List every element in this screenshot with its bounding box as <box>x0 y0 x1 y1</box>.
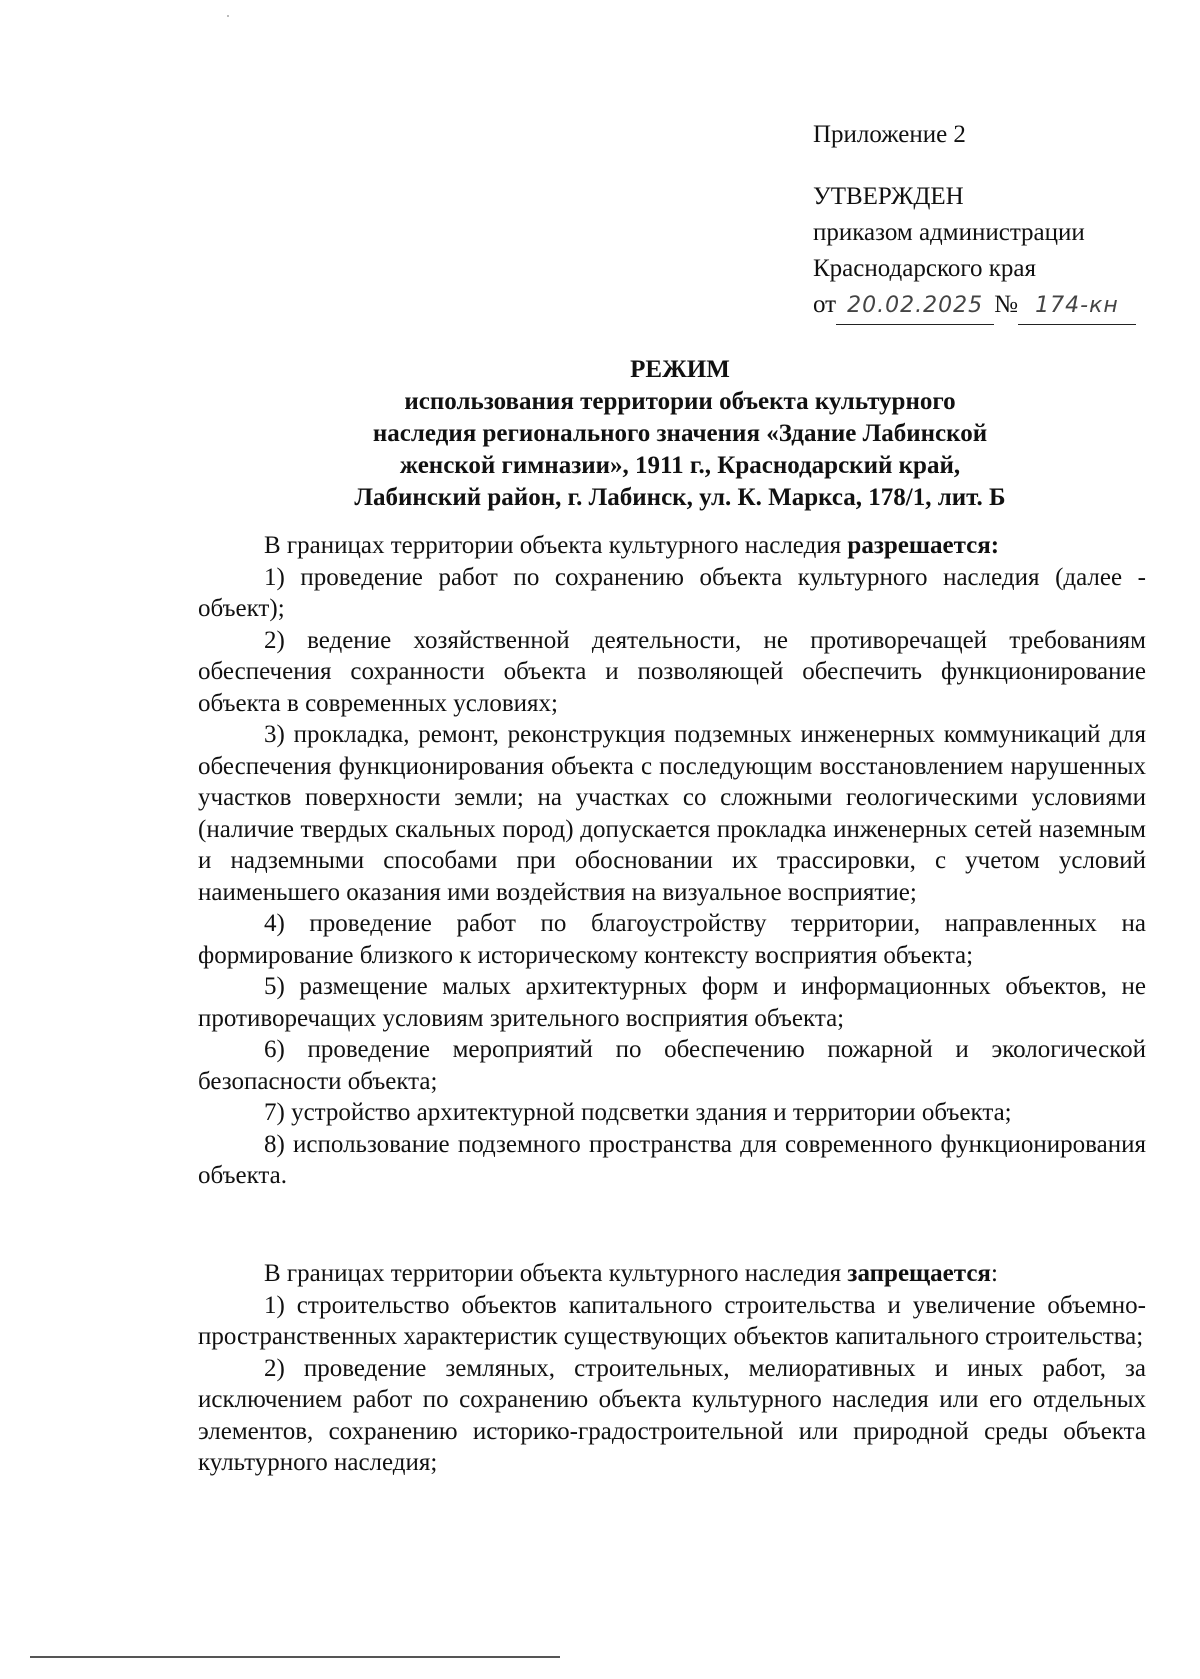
allowed-item: 7) устройство архитектурной подсветки здания и территории объекта; <box>264 1099 1012 1126</box>
forbidden-item: 1) строительство объектов капитального строительства и увеличение объемно-пространственных характеристик существующих объектов капитального строительства; <box>198 1291 1146 1350</box>
appendix-label: Приложение 2 <box>813 121 966 148</box>
footer-rule <box>30 1656 560 1658</box>
title-line-3: наследия регионального значения «Здание Лабинской <box>372 420 988 447</box>
forbidden-item: 2) проведение земляных, строительных, мелиоративных и иных работ, за исключением работ по сохранению объекта культурного наследия или его отдельных элементов, сохранению историко-градостроительной или природной среды объекта культурного наследия; <box>198 1354 1146 1476</box>
allowed-intro-bold: разрешается: <box>847 532 1000 559</box>
forbidden-intro-text: В границах территории объекта культурного наследия <box>264 1260 848 1287</box>
allowed-item: 3) прокладка, ремонт, реконструкция подземных инженерных коммуникаций для обеспечения функционирования объекта с последующим восстановлением нарушенных участков поверхности земли; на участках со сложными геологическими условиями (наличие твердых скальных пород) допускается прокладка инженерных сетей наземным и надземными способами при обосновании их трассировки, с учетом условий наименьшего оказания ими воздействия на визуальное восприятие; <box>198 721 1146 906</box>
scan-speck <box>227 15 229 17</box>
document-title <box>190 354 1170 514</box>
approved-by-line-1: приказом администрации <box>813 219 1085 246</box>
number-prefix: № <box>994 291 1018 318</box>
title-line-2: использования территории объекта культурного <box>404 388 956 415</box>
allowed-item: 6) проведение мероприятий по обеспечению пожарной и экологической безопасности объекта; <box>198 1036 1146 1095</box>
allowed-section <box>198 530 1146 1192</box>
date-prefix: от <box>813 291 837 318</box>
forbidden-intro <box>198 1258 1146 1290</box>
approval-header <box>813 117 1136 325</box>
handwritten-number: 174-кн <box>1018 288 1136 325</box>
handwritten-date: 20.02.2025 <box>836 288 994 325</box>
title-line-1: РЕЖИМ <box>630 356 730 383</box>
forbidden-section <box>198 1258 1146 1479</box>
approved-by-line-2: Краснодарского края <box>813 255 1036 282</box>
forbidden-intro-bold: запрещается <box>847 1260 991 1287</box>
approved-label: УТВЕРЖДЕН <box>813 183 964 210</box>
allowed-item: 2) ведение хозяйственной деятельности, не противоречащей требованиям обеспечения сохранности объекта и позволяющей обеспечить функционирование объекта в современных условиях; <box>198 626 1146 717</box>
allowed-item: 8) использование подземного пространства для современного функционирования объекта. <box>198 1130 1146 1189</box>
title-line-5: Лабинский район, г. Лабинск, ул. К. Маркса, 178/1, лит. Б <box>354 484 1006 511</box>
allowed-item: 5) размещение малых архитектурных форм и информационных объектов, не противоречащих условиям зрительного восприятия объекта; <box>198 973 1146 1032</box>
allowed-item: 4) проведение работ по благоустройству территории, направленных на формирование близкого к историческому контексту восприятия объекта; <box>198 910 1146 969</box>
order-date-number <box>813 287 1136 325</box>
title-line-4: женской гимназии», 1911 г., Краснодарский край, <box>399 452 961 479</box>
allowed-item: 1) проведение работ по сохранению объекта культурного наследия (далее - объект); <box>198 563 1146 622</box>
allowed-intro-text: В границах территории объекта культурного наследия <box>264 532 848 559</box>
allowed-intro <box>198 530 1146 562</box>
forbidden-intro-colon: : <box>990 1260 998 1287</box>
